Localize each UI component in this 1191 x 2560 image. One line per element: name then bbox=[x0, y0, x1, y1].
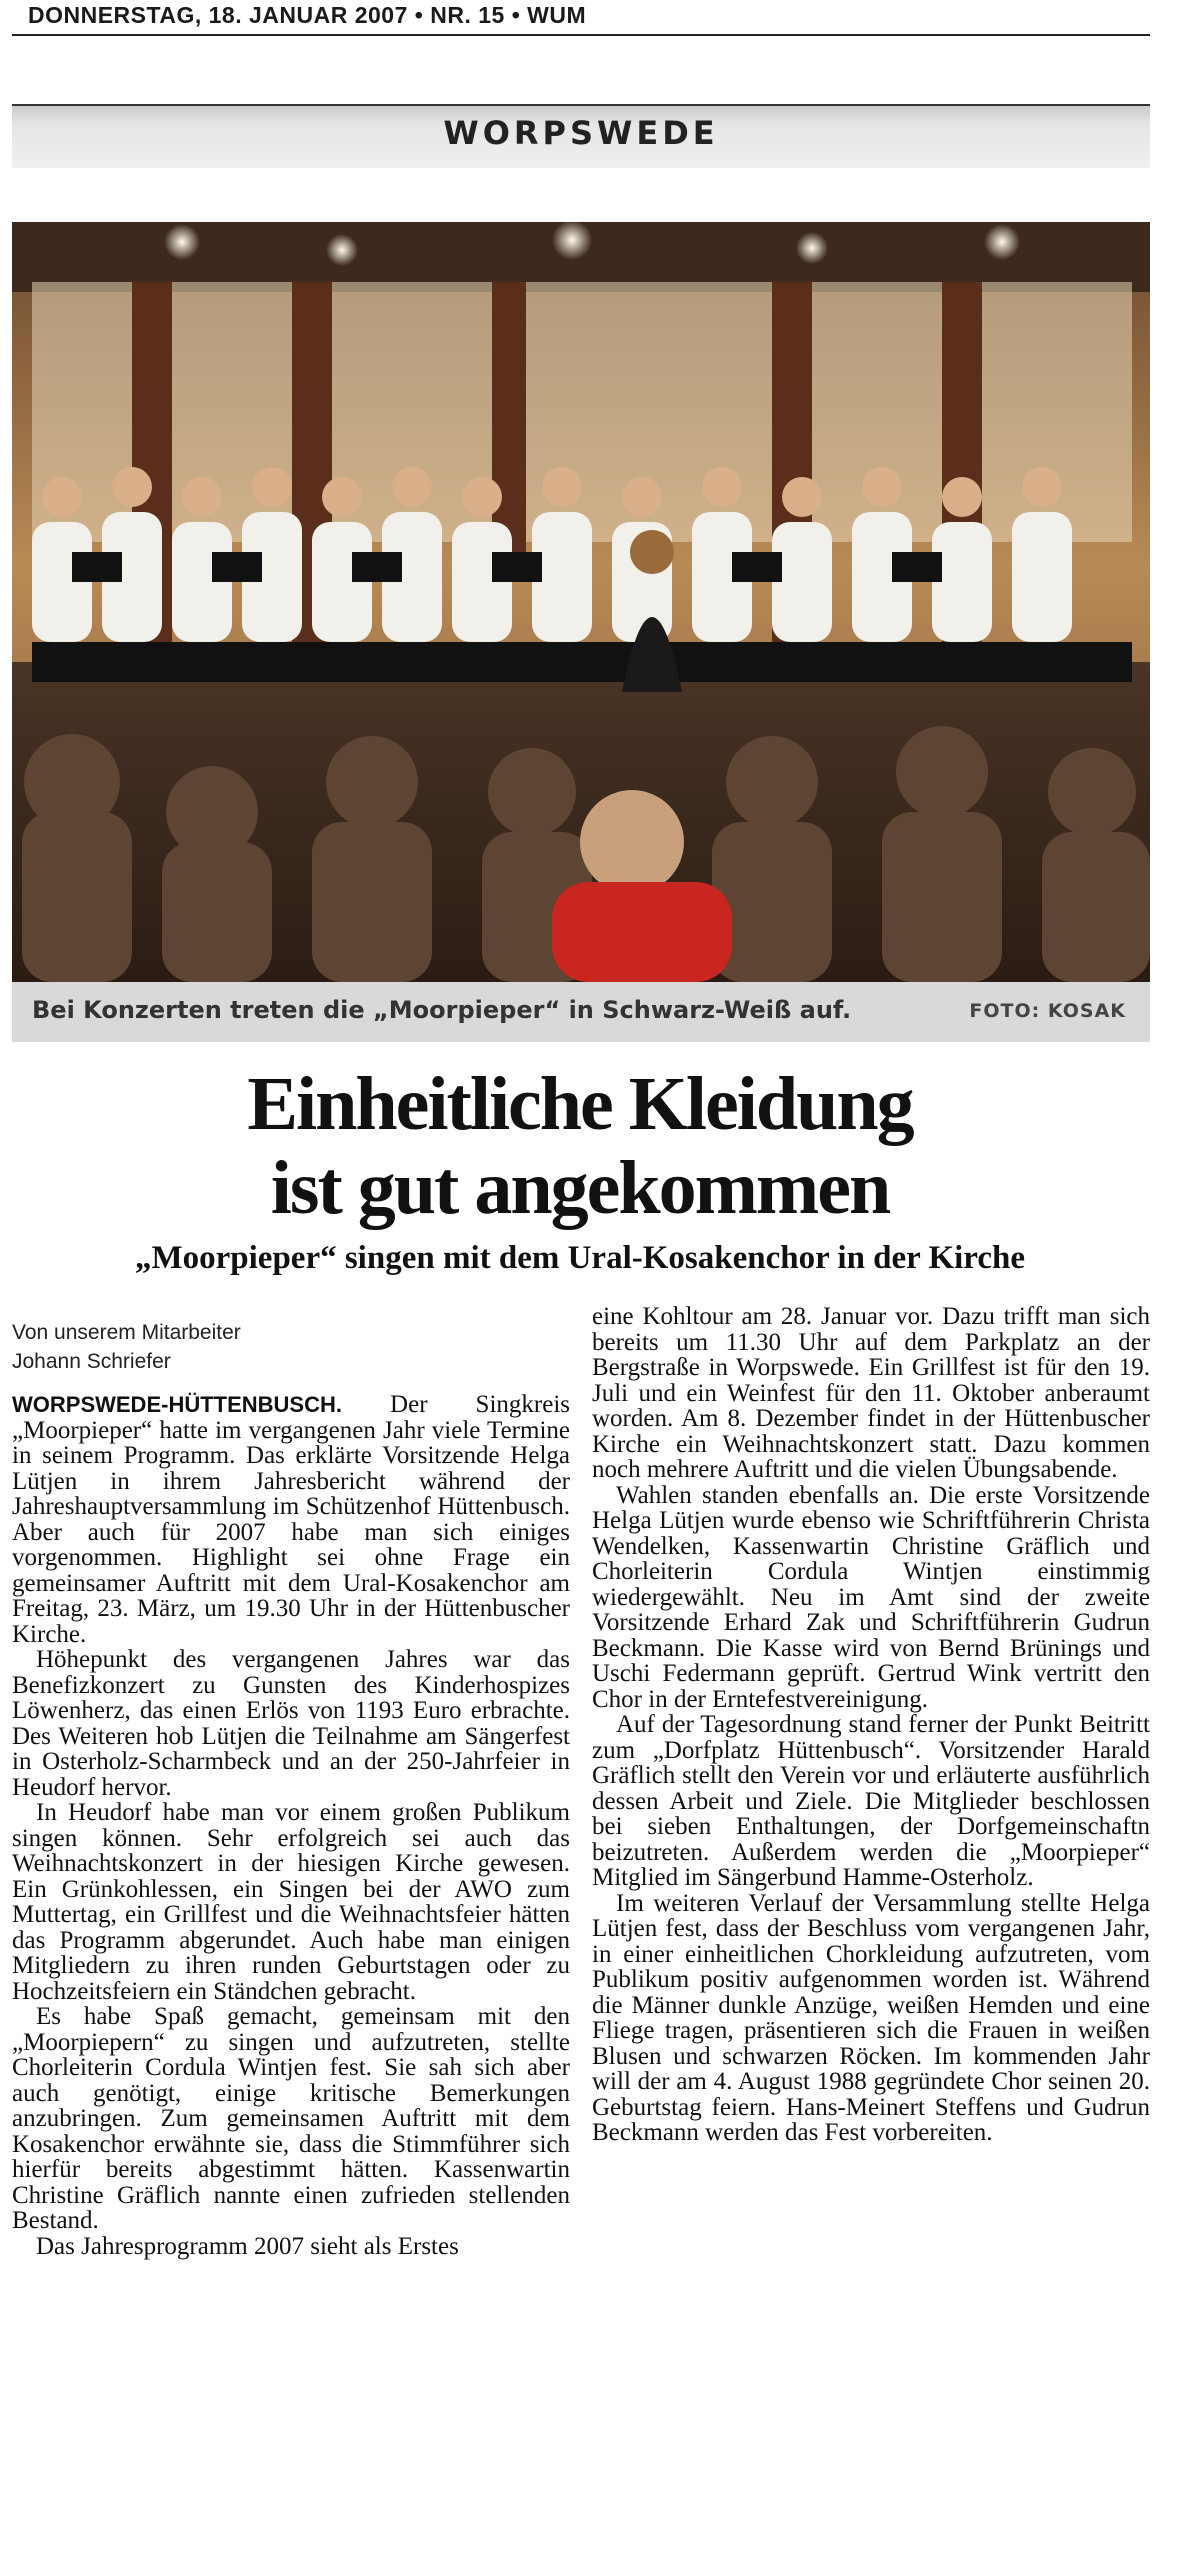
photo-caption-bar bbox=[12, 982, 1150, 1042]
byline-role: Von unserem Mitarbeiter bbox=[12, 1321, 241, 1344]
article-headline bbox=[0, 1062, 1160, 1230]
article-column-2 bbox=[592, 1304, 1150, 2560]
page-dateline: DONNERSTAG, 18. JANUAR 2007 • NR. 15 • WUM bbox=[28, 2, 587, 28]
byline bbox=[12, 1318, 572, 1376]
paragraph-1-text: Der Singkreis „Moorpieper“ hatte im vergangenen Jahr viele Termine in seinem Programm. Das erklärte Vorsitzende Helga Lütjen in ihrem Jahresbericht während der Jahreshauptversammlung im Schützenhof Hüttenbusch. Aber auch für 2007 habe man sich einiges vorgenommen. Highlight sei ohne Frage ein gemeinsamer Auftritt mit dem Ural-Kosakenchor am Freitag, 23. März, um 19.30 Uhr in der Hüttenbuscher Kirche. bbox=[12, 1392, 570, 1648]
photo-credit: FOTO: KOSAK bbox=[969, 1000, 1126, 1022]
paragraph-6: Wahlen standen ebenfalls an. Die erste Vorsitzende Helga Lütjen wurde ebenso wie Schriftführerin Christa Wendelken, Kassenwartin Christine Gräflich und Chorleiterin Cordula Wintjen einstimmig wiedergewählt. Neu im Amt sind der zweite Vorsitzende Erhard Zak und Schriftführerin Gudrun Beckmann. Die Kasse wird von Bernd Brünings und Uschi Federmann geprüft. Gertrud Wink vertritt den Chor in der Erntefestvereinigung. bbox=[592, 1481, 1150, 1713]
headline-line-2: ist gut angekommen bbox=[270, 1146, 890, 1230]
paragraph-1 bbox=[12, 1392, 570, 1647]
choir-concert-photo bbox=[12, 222, 1150, 982]
byline-author: Johann Schriefer bbox=[12, 1350, 171, 1373]
article-subheadline: „Moorpieper“ singen mit dem Ural-Kosakenchor in der Kirche bbox=[134, 1240, 1026, 1276]
paragraph-5-continued: eine Kohltour am 28. Januar vor. Dazu trifft man sich bereits um 11.30 Uhr auf dem Parkplatz an der Bergstraße in Worpswede. Ein Grillfest ist für den 19. Juli und ein Weinfest für den 11. Oktober anberaumt worden. Am 8. Dezember findet in der Hüttenbuscher Kirche ein Weihnachtskonzert statt. Dazu kommen noch mehrere Auftritt und die vielen Übungsabende. bbox=[592, 1304, 1150, 1483]
article-dateline: WORPSWEDE-HÜTTENBUSCH. bbox=[12, 1392, 342, 1417]
paragraph-3: In Heudorf habe man vor einem großen Publikum singen können. Sehr erfolgreich sei auch das Weihnachtskonzert in der hiesigen Kirche gewesen. Ein Grünkohlessen, ein Singen bei der AWO zum Muttertag, ein Grillfest und die Weihnachtsfeier hätten das Programm abgerundet. Auch habe man einigen Mitgliedern zu ihren runden Geburtstagen oder zu Hochzeitsfeiern ein Ständchen gebracht. bbox=[12, 1799, 570, 2005]
headline-line-1: Einheitliche Kleidung bbox=[247, 1062, 913, 1146]
header-rule bbox=[12, 34, 1150, 36]
photo-caption: Bei Konzerten treten die „Moorpieper“ in Schwarz-Weiß auf. bbox=[32, 996, 852, 1024]
article-column-1 bbox=[12, 1392, 570, 2560]
paragraph-4: Es habe Spaß gemacht, gemeinsam mit den „Moorpiepern“ zu singen und aufzutreten, stellte Chorleiterin Cordula Wintjen fest. Sie sah sich aber auch genötigt, einige kritische Bemerkungen anzubringen. Zum gemeinsamen Auftritt mit dem Kosakenchor erwähnte sie, dass die Stimmführer sich hierfür bereits abgestimmt hätten. Kassenwartin Christine Gräflich nannte einen zufrieden stellenden Bestand. bbox=[12, 2003, 570, 2234]
paragraph-8: Im weiteren Verlauf der Versammlung stellte Helga Lütjen fest, dass der Beschluss vom vergangenen Jahr, in einer einheitlichen Chorkleidung aufzutreten, vom Publikum positiv aufgenommen worden ist. Während die Männer dunkle Anzüge, weißen Hemden und eine Fliege tragen, präsentieren sich die Frauen in weißen Blusen und schwarzen Röcken. Im kommenden Jahr will der am 4. August 1988 gegründete Chor seinen 20. Geburtstag feiern. Hans-Meinert Steffens und Gudrun Beckmann werden das Fest vorbereiten. bbox=[592, 1889, 1150, 2146]
paragraph-7: Auf der Tagesordnung stand ferner der Punkt Beitritt zum „Dorfplatz Hüttenbusch“. Vorsitzender Harald Gräflich stellt den Verein vor und erläuterte ausführlich dessen Arbeit und Ziele. Die Mitglieder beschlossen bei sieben Enthaltungen, der Dorfgemeinschaftn beizutreten. Außerdem werden die „Moorpieper“ Mitglied im Sängerbund Hamme-Osterholz. bbox=[592, 1711, 1150, 1891]
paragraph-2: Höhepunkt des vergangenen Jahres war das Benefizkonzert zu Gunsten des Kinderhospizes Löwenherz, das einen Erlös von 1193 Euro erbrachte. Des Weiteren hob Lütjen die Teilnahme am Sängerfest in Osterholz-Scharmbeck und an der 250-Jahrfeier in Heudorf hervor. bbox=[12, 1646, 570, 1801]
section-title: WORPSWEDE bbox=[443, 114, 719, 152]
paragraph-5: Das Jahresprogramm 2007 sieht als Erstes bbox=[36, 2232, 459, 2260]
choir-photo-illustration bbox=[12, 222, 1150, 982]
section-header bbox=[12, 104, 1150, 168]
